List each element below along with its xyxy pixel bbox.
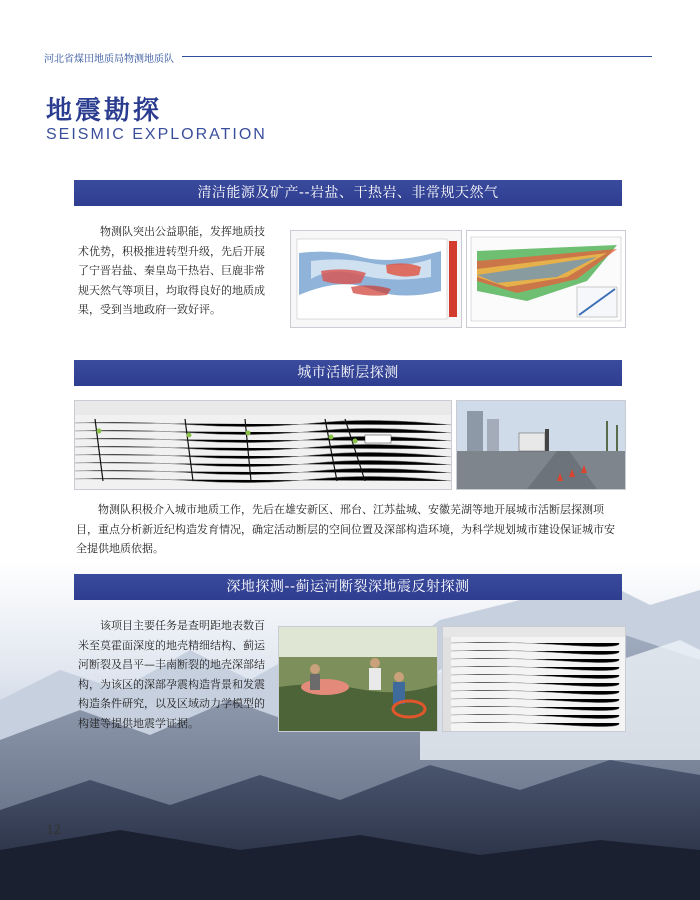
seismic-reflection-record-figure (442, 626, 626, 732)
section-body-urban-faults: 物测队积极介入城市地质工作，先后在雄安新区、邢台、江苏盐城、安徽芜湖等地开展城市活断层探测项目，重点分析新近纪构造发育情况，确定活动断层的空间位置及深部构造环境，为科学规划城市建设保证城市安全提供地质依据。 (76, 503, 615, 555)
header-divider (182, 56, 652, 57)
field-survey-road-photo (456, 400, 626, 490)
section-heading-clean-energy: 清洁能源及矿产--岩盐、干热岩、非常规天然气 (74, 180, 622, 206)
geological-model-figure (466, 230, 626, 328)
section-body-deep-exploration: 该项目主要任务是查明距地表数百米至莫霍面深度的地壳精细结构、蓟运河断裂及昌平—丰南断裂的地壳深部结构，为该区的深部孕震构造背景和发震构造条件研究，以及区域动力学模型的构建等提供地震学证据。 (78, 619, 265, 730)
section-heading-deep-exploration: 深地探测--蓟运河断裂深地震反射探测 (74, 574, 622, 600)
header-org-name: 河北省煤田地质局物测地质队 (44, 54, 174, 65)
page-subtitle: SEISMIC EXPLORATION (46, 126, 267, 143)
section-body-clean-energy: 物测队突出公益职能，发挥地质技术优势，积极推进转型升级，先后开展了宁晋岩盐、秦皇岛干热岩、巨鹿非常规天然气等项目，均取得良好的地质成果，受到当地政府一致好评。 (78, 225, 265, 316)
section-heading-urban-faults: 城市活断层探测 (74, 360, 622, 386)
seismic-section-figure (290, 230, 462, 328)
field-crew-wetland-photo (278, 626, 438, 732)
page-number: 12 (46, 822, 61, 838)
page-title: 地震勘探 (46, 96, 163, 126)
fault-profile-figure (74, 400, 452, 490)
